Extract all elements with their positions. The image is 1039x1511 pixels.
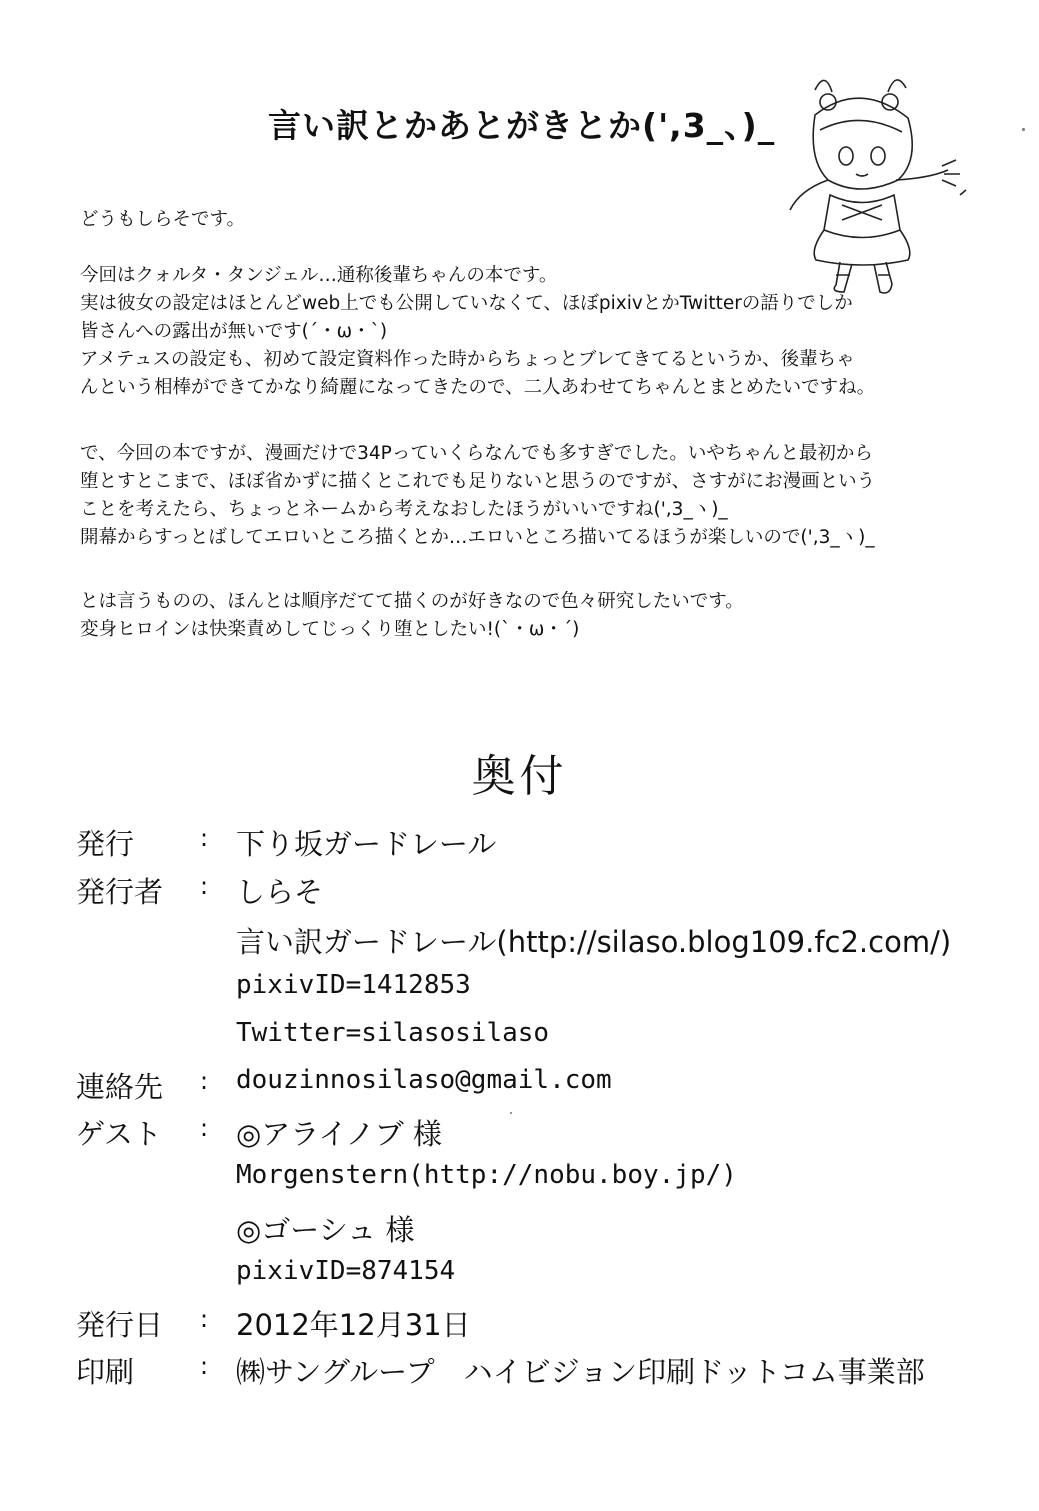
afterword-line: 堕とすとこまで、ほぼ省かずに描くとこれでも足りないと思うのですが、さすがにお漫画という [80,471,876,492]
row-label: 発行者 [76,875,164,909]
afterword-line: 開幕からすっとばしてエロいところ描くとか…エロいところ描いてるほうが楽しいので(',3_ヽ)_ [80,527,875,548]
row-value: 2012年12月31日 [236,1308,471,1342]
row-label: 印刷 [76,1355,135,1389]
row-colon: : [200,1352,209,1380]
colophon-row-date [0,1303,1039,1351]
afterword-line: 変身ヒロインは快楽責めしてじっくり堕としたい!(`・ω・´) [80,619,580,640]
row-label: 発行日 [76,1308,164,1342]
stray-mark [510,1112,512,1114]
colophon-row-guest2-pixiv [0,1256,1039,1304]
afterword-paragraph-2 [80,262,980,402]
afterword-line: アメテュスの設定も、初めて設定資料作った時からちょっとブレてきてるというか、後輩ちゃ [80,349,855,370]
afterword-paragraph-3 [80,440,980,552]
row-colon: : [200,872,209,900]
afterword-line: 今回はクォルタ・タンジェル…通称後輩ちゃんの本です。 [80,265,558,286]
afterword-line: どうもしらそです。 [80,209,246,230]
publisher-twitter: Twitter=silasosilaso [236,1018,550,1048]
guest-2-pixiv: pixivID=874154 [236,1256,456,1286]
afterword-title: 言い訳とかあとがきとか(',3_、)_ [268,106,776,145]
row-label: 連絡先 [76,1070,164,1104]
afterword-line: ことを考えたら、ちょっとネームから考えなおしたほうがいいですね(',3_ヽ)_ [80,499,728,520]
row-label: ゲスト [76,1117,162,1151]
row-value: しらそ [236,875,324,909]
stray-mark [1022,128,1025,131]
afterword-line: とは言うものの、ほんとは順序だてて描くのが好きなので色々研究したいです。 [80,591,744,612]
afterword-line: 皆さんへの露出が無いです(´・ω・`) [80,321,388,342]
colophon-row-printing [0,1350,1039,1398]
afterword-line: んという相棒ができてかなり綺麗になってきたので、二人あわせてちゃんとまとめたいですね。 [80,377,876,398]
publisher-blog: 言い訳ガードレール(http://silaso.blog109.fc2.com/) [236,925,952,959]
colophon-title: 奥付 [471,751,568,802]
row-value: douzinnosilaso@gmail.com [236,1065,612,1095]
colophon-row-publisher-pixiv [0,970,1039,1018]
afterword-line: 実は彼女の設定はほとんどweb上でも公開していなくて、ほぼpixivとかTwitterの語りでしか [80,293,853,314]
colophon-row-guest1-site [0,1160,1039,1208]
row-colon: : [200,1114,209,1142]
row-value: 下り坂ガードレール [236,827,497,861]
afterword-paragraph-4 [80,588,980,644]
guest-1-site: Morgenstern(http://nobu.boy.jp/) [236,1160,737,1190]
guest-1: ◎アライノブ 様 [236,1117,442,1151]
publisher-pixiv: pixivID=1412853 [236,970,471,1000]
colophon-row-contact [0,1065,1039,1113]
row-colon: : [200,1305,209,1333]
row-colon: : [200,1067,209,1095]
row-colon: : [200,824,209,852]
guest-2: ◎ゴーシュ 様 [236,1213,415,1247]
colophon-row-guest [0,1112,1039,1160]
colophon-row-guest2 [0,1208,1039,1256]
row-label: 発行 [76,827,135,861]
colophon-row-publisher [0,870,1039,918]
colophon-row-publisher-twitter [0,1018,1039,1066]
colophon-row-publisher-blog [0,920,1039,968]
colophon-row-publication [0,822,1039,870]
afterword-line: で、今回の本ですが、漫画だけで34Pっていくらなんでも多すぎでした。いやちゃんと最初から [80,443,873,464]
row-value: ㈱サングループ ハイビジョン印刷ドットコム事業部 [236,1355,925,1389]
afterword-paragraph-1 [80,206,980,234]
